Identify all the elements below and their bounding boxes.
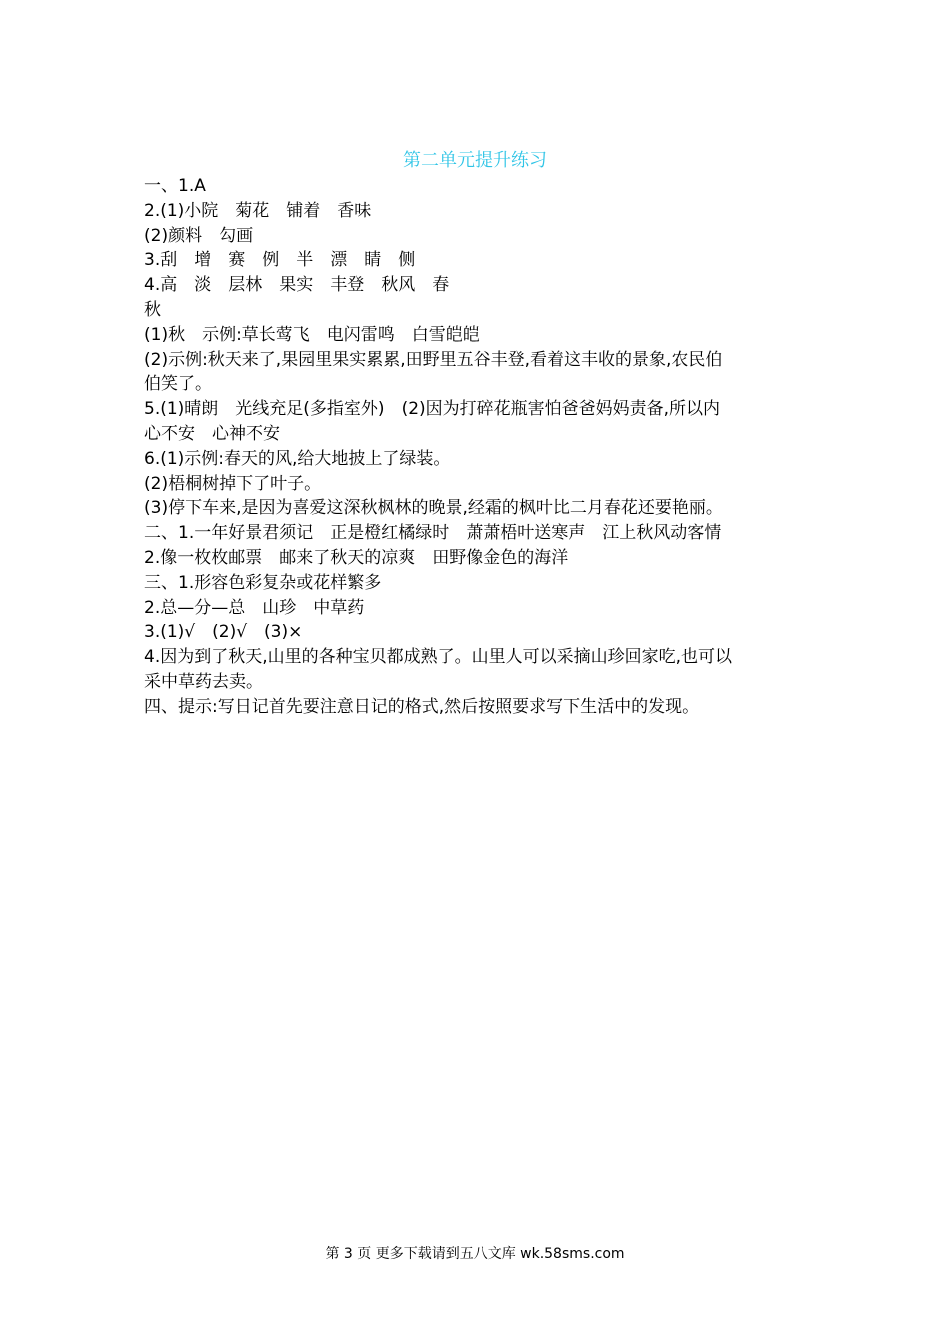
page-footer: 第 3 页 更多下载请到五八文库 wk.58sms.com (325, 1246, 625, 1262)
text-line: 4.因为到了秋天,山里的各种宝贝都成熟了。山里人可以采摘山珍回家吃,也可以 (144, 647, 733, 668)
text-line: (2)梧桐树掉下了叶子。 (144, 473, 322, 494)
text-line: (2)示例:秋天来了,果园里果实累累,田野里五谷丰登,看着这丰收的景象,农民伯 (144, 349, 723, 370)
text-line: 3.刮 增 赛 例 半 漂 睛 侧 (144, 250, 416, 271)
text-line: 一、1.A (144, 176, 206, 196)
document-title: 第二单元提升练习 (403, 150, 547, 171)
text-line: 2.(1)小院 菊花 铺着 香味 (144, 200, 372, 221)
text-line: 2.总—分—总 山珍 中草药 (144, 597, 365, 618)
text-line: 秋 (144, 299, 161, 320)
text-line: 6.(1)示例:春天的风,给大地披上了绿装。 (144, 448, 451, 469)
text-line: 3.(1)√ (2)√ (3)× (144, 622, 303, 643)
text-line: 2.像一枚枚邮票 邮来了秋天的凉爽 田野像金色的海洋 (144, 547, 569, 568)
text-line: 5.(1)晴朗 光线充足(多指室外) (2)因为打碎花瓶害怕爸爸妈妈责备,所以内 (144, 399, 721, 420)
text-line: 二、1.一年好景君须记 正是橙红橘绿时 萧萧梧叶送寒声 江上秋风动客情 (144, 523, 722, 544)
text-line: (3)停下车来,是因为喜爱这深秋枫林的晚景,经霜的枫叶比二月春花还要艳丽。 (144, 498, 723, 519)
text-line: 4.高 淡 层林 果实 丰登 秋风 春 (144, 275, 450, 296)
text-line: 心不安 心神不安 (144, 423, 280, 444)
text-line: (2)颜料 勾画 (144, 225, 254, 246)
text-line: 伯笑了。 (144, 374, 212, 395)
answer-content (144, 174, 814, 720)
text-line: 四、提示:写日记首先要注意日记的格式,然后按照要求写下生活中的发现。 (144, 696, 700, 717)
text-line: 三、1.形容色彩复杂或花样繁多 (144, 572, 382, 593)
text-line: (1)秋 示例:草长莺飞 电闪雷鸣 白雪皑皑 (144, 324, 480, 345)
text-line: 采中草药去卖。 (144, 671, 263, 692)
